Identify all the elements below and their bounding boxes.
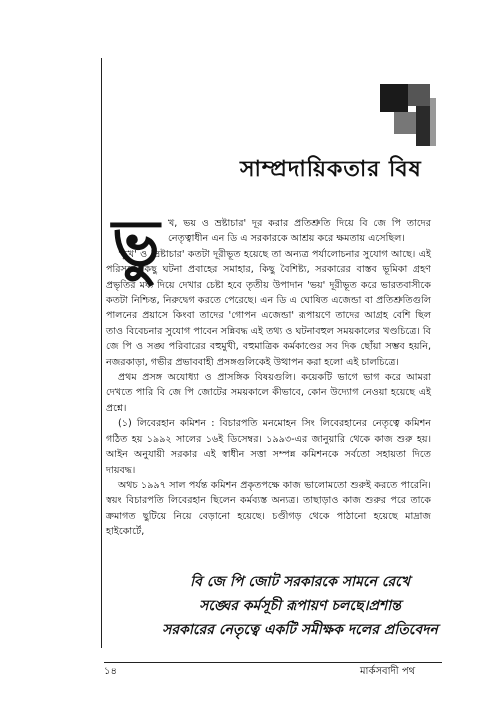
pull-quote-line: বি জে পি জোট সরকারকে সামনে রেখে [190,574,410,590]
paragraph: 'ভুখ' ও 'ভ্রষ্টাচার' কতটা দূরীভূত হয়েছে তা অন্যত্র পর্যালোচনার সুযোগ আছে। এই পরিসরে কিছু ঘটনা প্রবাহের সমাহার, কিছু বৈশিষ্ট্য, সরকারের বাস্তব ভূমিকা গ্রহণ প্রভৃতির মধ্য দিয়ে দেখার চেষ্টা হবে তৃতীয় উপাদান 'ভয়' দূরীভূত করে ভারতবাসীকে কতটা নিশ্চিন্ত, নিরুদ্বেগ করতে পেরেছে। এন ডি এ ঘোষিত এজেন্ডা বা প্রতিশ্রুতিগুলি পালনের প্রয়াসে কিংবা তাদের 'গোপন এজেন্ডা' রূপায়ণে তাদের আগ্রহ বেশি ছিল তাও বিবেচনার সুযোগ পাবেন সন্নিবদ্ধ এই তথ্য ও ঘটনাবহুল সময়কালের খণ্ডচিত্রে। বি জে পি ও সঙ্ঘ পরিবারের বহুমুখী, বহুমাত্রিক কর্মকাণ্ডের সব দিক ছোঁয়া সম্ভব হয়নি, নজরকাড়া, গভীর প্রভাববাহী প্রসঙ্গগুলিকেই উত্থাপন করা হলো এই চালচিত্রে। [106,248,431,368]
left-margin-rule [101,58,102,648]
journal-name: মার্কসবাদী পথ [360,666,416,677]
drop-cap: ভু [112,207,160,281]
pull-quote [150,570,450,642]
footer-rule [104,662,442,663]
paragraph: খ, ভয় ও ভ্রষ্টাচার' দূর করার প্রতিশ্রুতি দিয়ে বি জে পি তাদের নেতৃত্বাধীন এন ডি এ সরকারকে আশ্রয় করে ক্ষমতায় এসেছিল। [168,218,431,245]
article-title: সাম্প্রদায়িকতার বিষ [240,157,422,182]
corner-block [430,98,436,146]
pull-quote-line: সরকারের নেতৃত্বে একটি সমীক্ষক দলের প্রতিবেদন [162,622,438,638]
paragraph: (১) লিবেরহান কমিশন : বিচারপতি মনমোহন সিং লিবেরহানের নেতৃত্বে কমিশন গঠিত হয় ১৯৯২ সালের ১৬ই ডিসেম্বর। ১৯৯৩-এর জানুয়ারি থেকে কাজ শুরু হয়। আইন অনুযায়ী সরকার এই স্বাধীন সত্তা সম্পন্ন কমিশনকে সর্বতো সহায়তা দিতে দায়বদ্ধ। [106,418,431,476]
corner-block [416,106,430,146]
article-body [106,216,431,540]
pull-quote-line: সঙ্ঘের কর্মসূচী রূপায়ণ চলছে।প্রশান্ত [199,598,401,614]
page-number: ১৪ [104,666,117,677]
corner-block [380,84,408,112]
corner-block [394,112,416,134]
corner-block [408,84,430,106]
paragraph: অথচ ১৯৯৭ সাল পর্যন্ত কমিশন প্রকৃতপক্ষে কাজ ভালোমতো শুরুই করতে পারেনি। স্বয়ং বিচারপতি লিবেরহান ছিলেন কর্মব্যস্ত অন্যত্র। তাছাড়াও কাজ শুরুর পরে তাকে ক্রমাগত ছুটিয়ে নিয়ে বেড়ানো হয়েছে। চণ্ডীগড় থেকে পাঠানো হয়েছে মাদ্রাজ হাইকোর্টে, [106,479,431,538]
paragraph: প্রথম প্রসঙ্গ অযোধ্যা ও প্রাসঙ্গিক বিষয়গুলি। কয়েকটি ভাগে ভাগ করে আমরা দেখতে পারি বি জে পি জোটের সময়কালে কীভাবে, কোন উদ্যোগ নেওয়া হয়েছে এই প্রশ্নে। [106,372,431,414]
